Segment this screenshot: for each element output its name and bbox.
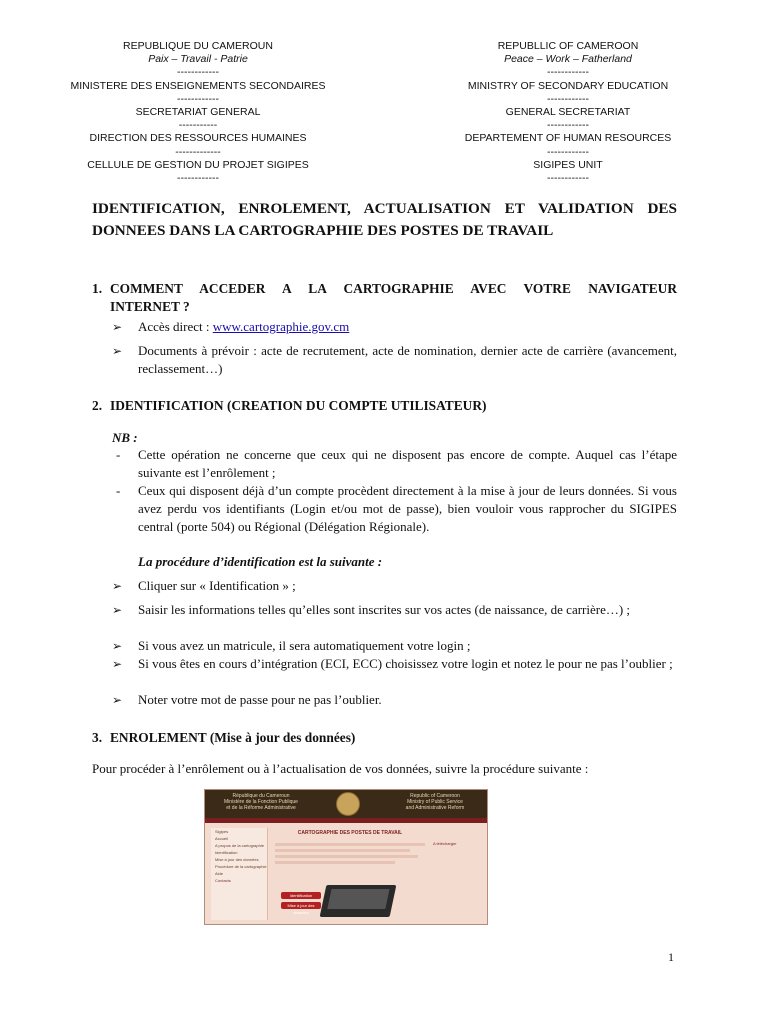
nb-label: NB :	[112, 430, 138, 445]
site-page-title: CARTOGRAPHIE DES POSTES DE TRAVAIL	[297, 830, 403, 836]
section-3-heading-text: ENROLEMENT (Mise à jour des données)	[110, 730, 356, 745]
header-separator: -------------	[175, 145, 221, 158]
cartographie-link[interactable]: www.cartographie.gov.cm	[212, 319, 350, 334]
section-number: 2.	[92, 398, 103, 413]
site-banner	[205, 790, 487, 818]
step-text: Noter votre mot de passe pour ne pas l’oublier.	[138, 692, 382, 707]
access-label: Accès direct :	[138, 319, 213, 334]
website-screenshot	[204, 789, 488, 925]
header-line: DIRECTION DES RESSOURCES HUMAINES	[89, 132, 307, 145]
list-item	[112, 637, 677, 655]
arrow-bullet-icon: ➢	[112, 639, 123, 653]
identification-button: Identification	[281, 892, 321, 899]
letterhead-french	[60, 40, 336, 185]
arrow-bullet-icon: ➢	[112, 579, 123, 593]
section-1-heading-line2: INTERNET ?	[110, 299, 190, 314]
header-separator: ------------	[547, 66, 589, 79]
step-text: Cliquer sur « Identification » ;	[138, 578, 296, 593]
header-motto: Paix – Travail - Patrie	[148, 53, 248, 66]
letterhead-english	[430, 40, 706, 185]
list-item	[112, 577, 677, 595]
header-separator: ------------	[177, 172, 219, 185]
header-line: SECRETARIAT GENERAL	[135, 106, 261, 119]
header-line: MINISTRY OF SECONDARY EDUCATION	[467, 79, 669, 92]
header-line: REPUBLIQUE DU CAMEROUN	[123, 40, 273, 52]
banner-line: Republic of Cameroon	[410, 793, 460, 799]
list-item	[112, 655, 677, 673]
sidebar-item: Mise à jour des données	[215, 857, 259, 862]
list-item	[112, 446, 677, 482]
section-1-heading	[92, 280, 677, 316]
header-separator: ------------	[547, 145, 589, 158]
banner-line: et de la Réforme Administrative	[226, 805, 296, 811]
site-body-text	[275, 840, 425, 867]
step-text: Saisir les informations telles qu’elles sont inscrites sur vos actes (de naissance, de carrière…) ;	[138, 602, 631, 617]
laptop-icon	[320, 885, 397, 917]
arrow-bullet-icon: ➢	[112, 320, 123, 334]
update-data-button: Mise à jour des données	[281, 902, 321, 909]
section-2-heading-text: IDENTIFICATION (CREATION DU COMPTE UTILISATEUR)	[110, 398, 487, 413]
note-text: Cette opération ne concerne que ceux qui ne disposent pas encore de compte. Auquel cas l’étape suivante est l’enrôlement ;	[138, 447, 677, 480]
list-item	[112, 691, 677, 709]
list-item	[112, 318, 677, 336]
header-separator: ------------	[547, 119, 589, 132]
letterhead	[0, 40, 768, 190]
section-2-heading	[92, 397, 677, 415]
banner-right	[387, 793, 483, 811]
dash-bullet: -	[116, 483, 121, 498]
list-item	[112, 342, 677, 378]
banner-line: Ministry of Public Service	[407, 799, 463, 805]
list-item	[112, 601, 677, 619]
header-line: DEPARTEMENT OF HUMAN RESOURCES	[464, 132, 672, 145]
step-text: Si vous êtes en cours d’intégration (ECI, ECC) choisissez votre login et notez le pour ne pas l’oublier ;	[138, 656, 673, 671]
sidebar-item: Aide	[215, 871, 224, 876]
sidebar-item: Contacts	[215, 878, 231, 883]
page-number: 1	[668, 950, 674, 964]
header-separator: ------------	[177, 92, 219, 105]
note-text: Ceux qui disposent déjà d’un compte procèdent directement à la mise à jour de leurs données. Si vous avez perdu vos identifiants (Login et/ou mot de passe), bien vouloir vous rapprocher du SIGIPES central (porte 504) ou Régional (Délégation Régionale).	[138, 483, 677, 534]
sidebar-item: A propos de la cartographie	[215, 843, 264, 848]
section-3-heading	[92, 729, 677, 747]
site-sidebar	[211, 828, 268, 920]
header-separator: ------------	[547, 172, 589, 185]
header-line: REPUBLLIC OF CAMEROON	[497, 40, 639, 52]
header-line: SIGIPES UNIT	[533, 158, 603, 171]
enrolement-paragraph: Pour procéder à l’enrôlement ou à l’actualisation de vos données, suivre la procédure suivante :	[92, 761, 589, 776]
step-text: Si vous avez un matricule, il sera automatiquement votre login ;	[138, 638, 471, 653]
banner-line: and Administrative Reform	[405, 805, 465, 811]
documents-text: Documents à prévoir : acte de recrutement, acte de nomination, dernier acte de carrière (avancement, reclassement…)	[138, 343, 677, 376]
coat-of-arms-icon	[336, 792, 360, 816]
banner-line: République du Cameroun	[232, 793, 290, 799]
header-line: GENERAL SECRETARIAT	[505, 106, 631, 119]
arrow-bullet-icon: ➢	[112, 693, 123, 707]
header-separator: ------------	[547, 92, 589, 105]
banner-line: Ministère de la Fonction Publique	[224, 799, 298, 805]
banner-left	[213, 793, 309, 811]
section-number: 3.	[92, 730, 103, 745]
header-line: MINISTERE DES ENSEIGNEMENTS SECONDAIRES	[70, 79, 326, 92]
sidebar-item: Sigipes	[215, 829, 229, 834]
list-item	[112, 482, 677, 536]
sidebar-item: Identification	[215, 850, 238, 855]
procedure-label: La procédure d’identification est la suivante :	[138, 554, 383, 569]
arrow-bullet-icon: ➢	[112, 657, 123, 671]
banner-strip	[205, 818, 487, 823]
section-1-heading-line1: COMMENT ACCEDER A LA CARTOGRAPHIE AVEC VOTRE NAVIGATEUR	[110, 281, 677, 296]
site-download-box: A télécharger	[433, 841, 457, 846]
header-separator: -----------	[178, 119, 218, 132]
header-motto: Peace – Work – Fatherland	[504, 53, 632, 66]
arrow-bullet-icon: ➢	[112, 603, 123, 617]
arrow-bullet-icon: ➢	[112, 344, 123, 358]
header-separator: ------------	[177, 66, 219, 79]
header-line: CELLULE DE GESTION DU PROJET SIGIPES	[87, 158, 309, 171]
dash-bullet: -	[116, 447, 121, 462]
sidebar-item: Accueil	[215, 836, 228, 841]
sidebar-item: Procédure de la cartographie	[215, 864, 267, 869]
section-number: 1.	[92, 281, 103, 296]
document-title: IDENTIFICATION, ENROLEMENT, ACTUALISATION ET VALIDATION DES DONNEES DANS LA CARTOGRAPHIE DES POSTES DE TRAVAIL	[92, 200, 677, 239]
